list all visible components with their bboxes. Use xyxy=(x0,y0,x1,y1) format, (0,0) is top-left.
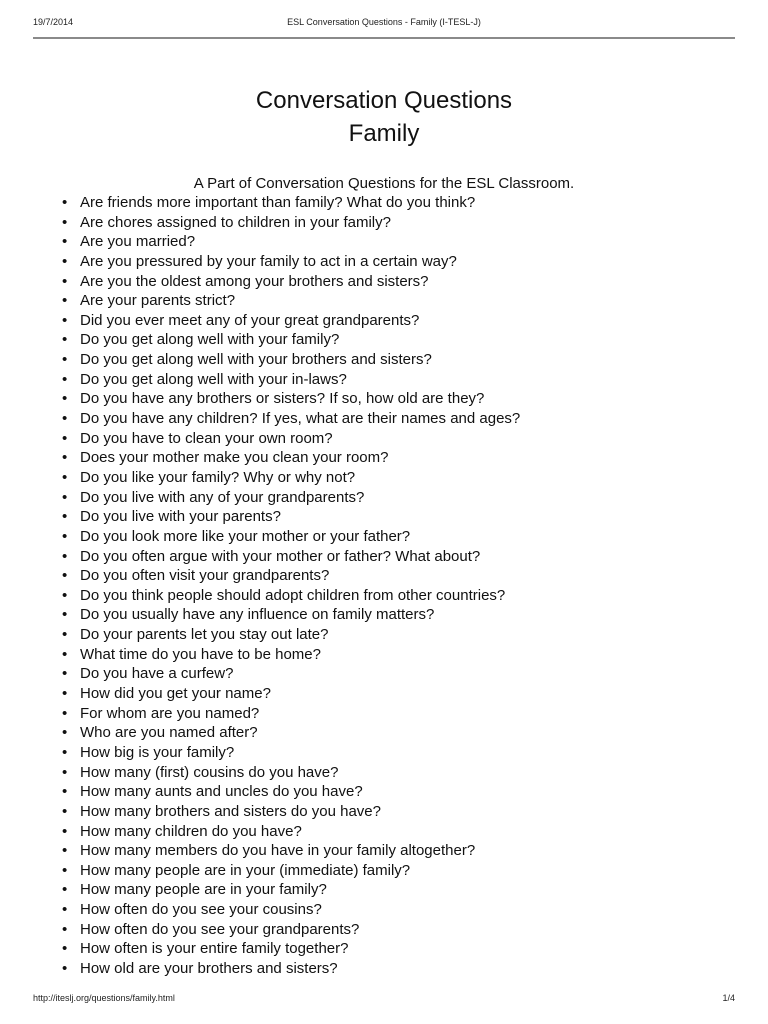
question-item: • Do you think people should adopt children from other countries? xyxy=(62,586,520,606)
question-item: • How big is your family? xyxy=(62,743,520,763)
question-item: • How many (first) cousins do you have? xyxy=(62,763,520,783)
page-url: http://iteslj.org/questions/family.html xyxy=(33,993,175,1003)
question-item: • Do you often argue with your mother or father? What about? xyxy=(62,547,520,567)
question-item: • Do you have to clean your own room? xyxy=(62,429,520,449)
question-item: • How many people are in your (immediate) family? xyxy=(62,861,520,881)
question-item: • What time do you have to be home? xyxy=(62,645,520,665)
question-item: • How many aunts and uncles do you have? xyxy=(62,782,520,802)
question-item: • Does your mother make you clean your room? xyxy=(62,448,520,468)
question-item: • Are chores assigned to children in your family? xyxy=(62,213,520,233)
question-item: • Do you like your family? Why or why not? xyxy=(62,468,520,488)
page-title-line-1: Conversation Questions xyxy=(255,87,513,114)
question-item: • Do you live with your parents? xyxy=(62,507,520,527)
question-item: • Are your parents strict? xyxy=(62,291,520,311)
question-item: • How old are your brothers and sisters? xyxy=(62,959,520,979)
question-item: • Are friends more important than family? What do you think? xyxy=(62,193,520,213)
question-item: • Are you married? xyxy=(62,232,520,252)
print-date: 19/7/2014 xyxy=(33,17,74,27)
question-item: • How many members do you have in your family altogether? xyxy=(62,841,520,861)
question-item: • Do you have any brothers or sisters? If so, how old are they? xyxy=(62,389,520,409)
page-subtitle: A Part of Conversation Questions for the ESL Classroom. xyxy=(193,175,575,192)
question-item: • How many brothers and sisters do you have? xyxy=(62,802,520,822)
question-item: • Do you have a curfew? xyxy=(62,664,520,684)
question-item: • Are you the oldest among your brothers and sisters? xyxy=(62,272,520,292)
question-item: • How did you get your name? xyxy=(62,684,520,704)
question-item: • Do you get along well with your in-laws? xyxy=(62,370,520,390)
question-item: • For whom are you named? xyxy=(62,704,520,724)
question-item: • Do you usually have any influence on family matters? xyxy=(62,605,520,625)
question-item: • How many people are in your family? xyxy=(62,880,520,900)
question-item: • Do you have any children? If yes, what are their names and ages? xyxy=(62,409,520,429)
question-item: • How often do you see your grandparents? xyxy=(62,920,520,940)
question-item: • Do you often visit your grandparents? xyxy=(62,566,520,586)
question-item: • How many children do you have? xyxy=(62,822,520,842)
page-title-line-2: Family xyxy=(348,120,420,147)
page-title xyxy=(0,84,768,150)
question-item: • Do you get along well with your family? xyxy=(62,330,520,350)
question-item: • Do you live with any of your grandparents? xyxy=(62,488,520,508)
question-item: • Do you look more like your mother or your father? xyxy=(62,527,520,547)
question-item: • Are you pressured by your family to act in a certain way? xyxy=(62,252,520,272)
question-list xyxy=(62,193,520,979)
header-divider xyxy=(33,37,735,39)
print-header xyxy=(33,17,735,31)
question-item: • How often is your entire family together? xyxy=(62,939,520,959)
question-item: • Do your parents let you stay out late? xyxy=(62,625,520,645)
question-item: • Did you ever meet any of your great grandparents? xyxy=(62,311,520,331)
page-number: 1/4 xyxy=(722,993,735,1003)
question-item: • How often do you see your cousins? xyxy=(62,900,520,920)
question-item: • Who are you named after? xyxy=(62,723,520,743)
question-item: • Do you get along well with your brothers and sisters? xyxy=(62,350,520,370)
print-page-title: ESL Conversation Questions - Family (I-TESL-J) xyxy=(287,17,481,27)
